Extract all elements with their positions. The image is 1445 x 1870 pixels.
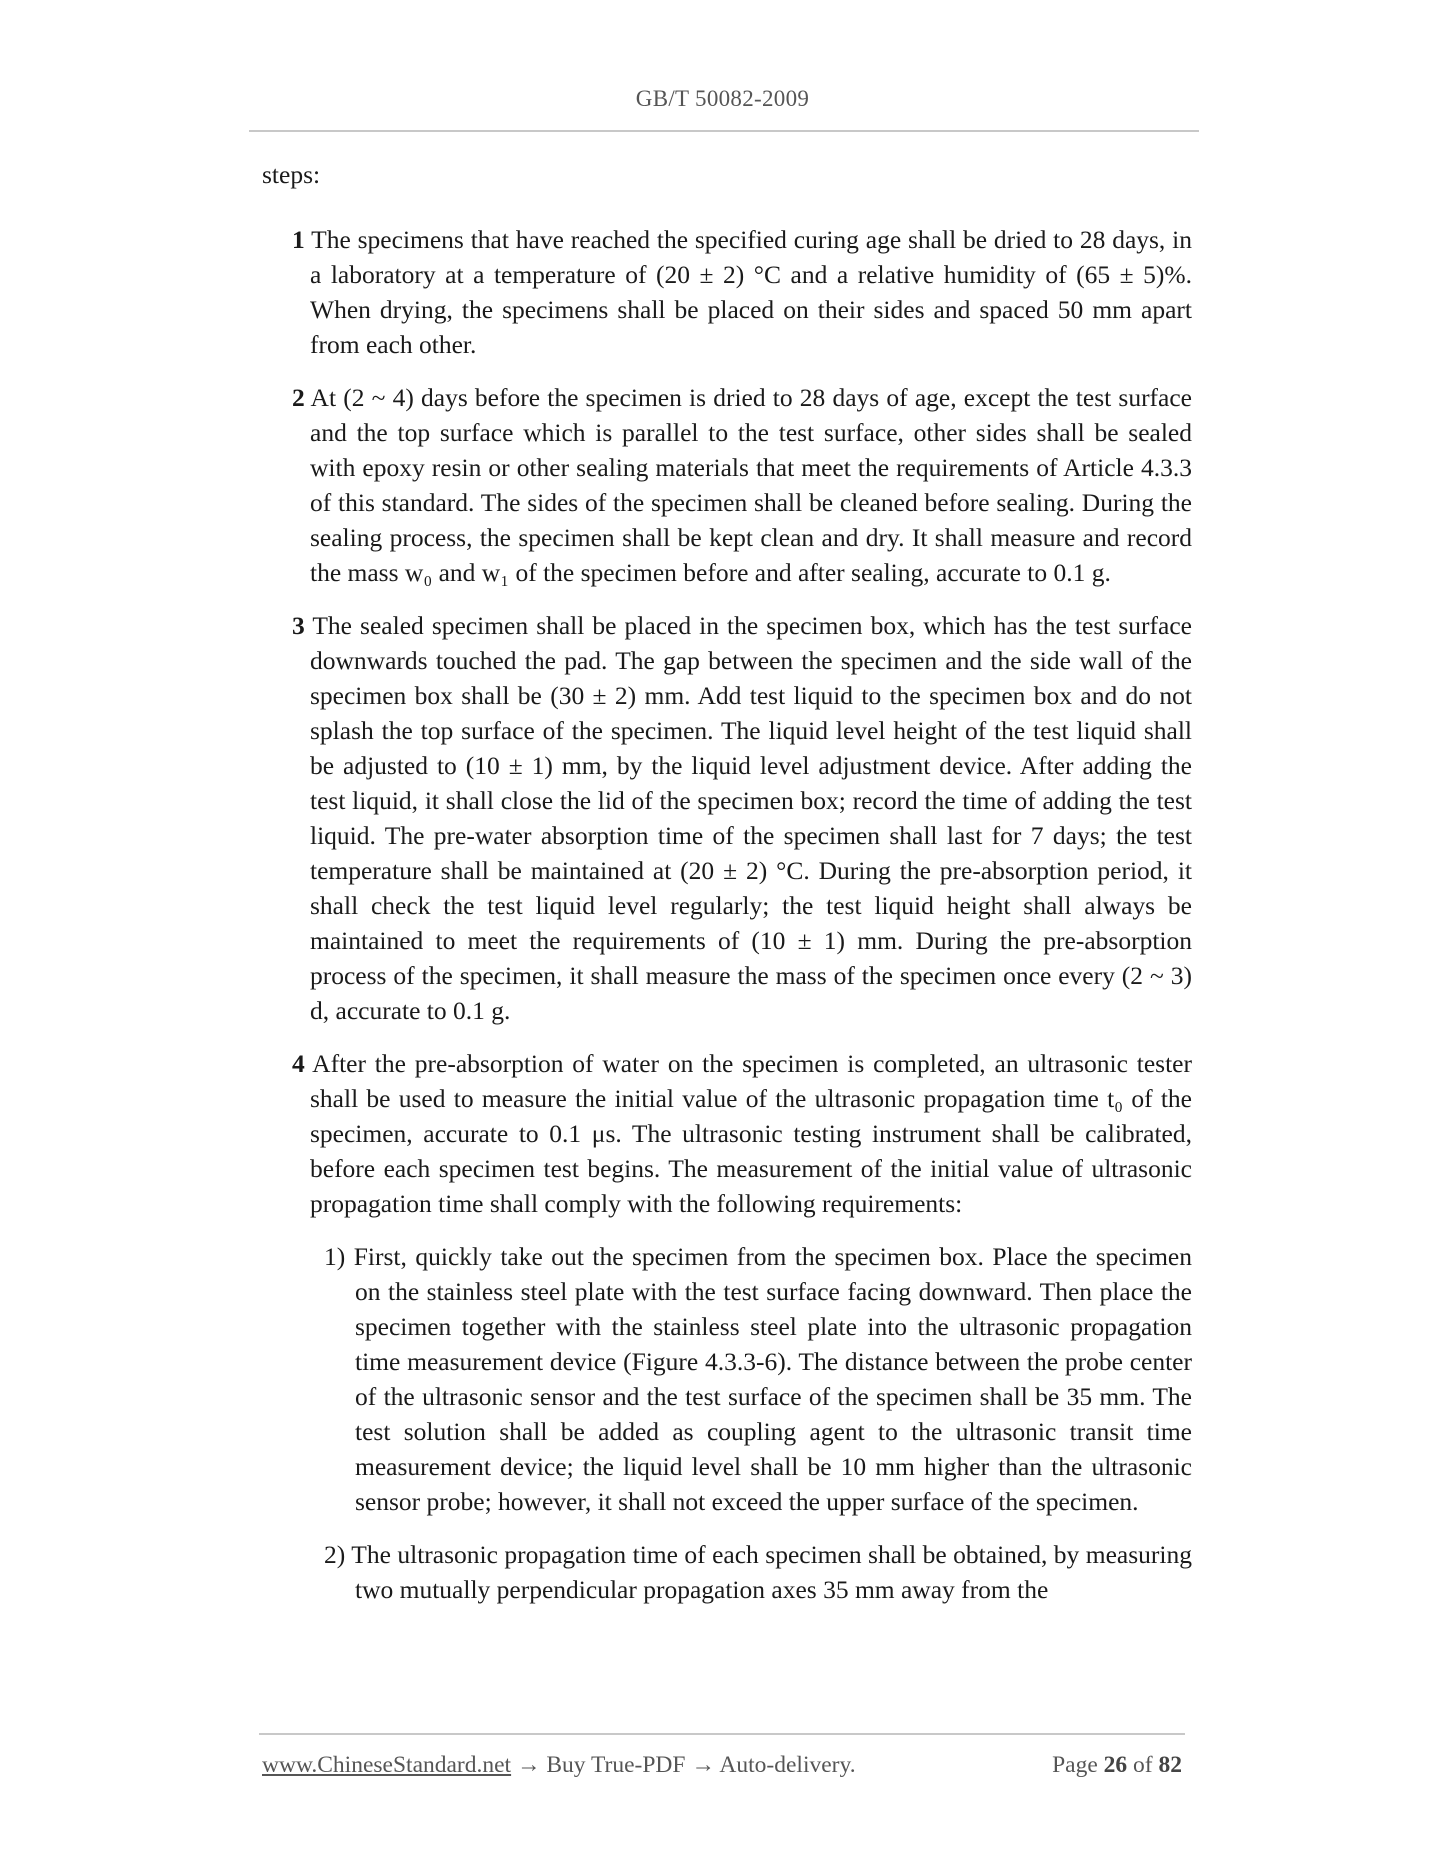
arrow-right-icon: →	[691, 1752, 715, 1778]
item-number: 3	[292, 611, 305, 640]
list-item	[292, 1046, 1192, 1221]
footer-divider	[259, 1733, 1185, 1735]
list-item	[292, 608, 1192, 1028]
subitem-number: 1)	[324, 1242, 346, 1271]
page-number: 26	[1103, 1752, 1128, 1778]
of-label: of	[1133, 1752, 1153, 1778]
page-counter	[1052, 1752, 1182, 1779]
page-label: Page	[1052, 1752, 1098, 1778]
header-divider	[249, 130, 1199, 132]
item-text: After the pre-absorption of water on the specimen is completed, an ultrasonic tester shall be used to measure the initial value of the ultrasonic propagation time t₀ of the specimen, accurate to 0.1 μs. The ultrasonic testing instrument shall be calibrated, before each specimen test begins. The measurement of the initial value of ultrasonic propagation time shall comply with the following requirements:	[310, 1049, 1192, 1218]
list-item	[292, 380, 1192, 590]
document-body	[262, 157, 1192, 1625]
buy-pdf-text: Buy True-PDF	[546, 1752, 686, 1778]
subitem-text: First, quickly take out the specimen from the specimen box. Place the specimen on the stainless steel plate with the test surface facing downward. Then place the specimen together with the stainless steel plate into the ultrasonic propagation time measurement device (Figure 4.3.3-6). The distance between the probe center of the ultrasonic sensor and the test surface of the specimen shall be 35 mm. The test solution shall be added as coupling agent to the ultrasonic transit time measurement device; the liquid level shall be 10 mm higher than the ultrasonic sensor probe; however, it shall not exceed the upper surface of the specimen.	[353, 1242, 1192, 1516]
sub-list-item	[324, 1537, 1192, 1607]
item-number: 1	[292, 225, 305, 254]
subitem-number: 2)	[324, 1540, 346, 1569]
subitem-text: The ultrasonic propagation time of each specimen shall be obtained, by measuring two mutually perpendicular propagation axes 35 mm away from the	[351, 1540, 1192, 1604]
sub-list-item	[324, 1239, 1192, 1519]
intro-text: steps:	[262, 160, 321, 189]
item-text: The specimens that have reached the specified curing age shall be dried to 28 days, in a laboratory at a temperature of (20 ± 2) °C and a relative humidity of (65 ± 5)%. When drying, the specimens shall be placed on their sides and spaced 50 mm apart from each other.	[310, 225, 1192, 359]
item-text: The sealed specimen shall be placed in the specimen box, which has the test surface downwards touched the pad. The gap between the specimen and the side wall of the specimen box shall be (30 ± 2) mm. Add test liquid to the specimen box and do not splash the top surface of the specimen. The liquid level height of the test liquid shall be adjusted to (10 ± 1) mm, by the liquid level adjustment device. After adding the test liquid, it shall close the lid of the specimen box; record the time of adding the test liquid. The pre-water absorption time of the specimen shall last for 7 days; the test temperature shall be maintained at (20 ± 2) °C. During the pre-absorption period, it shall check the test liquid level regularly; the test liquid height shall always be maintained to meet the requirements of (10 ± 1) mm. During the pre-absorption process of the specimen, it shall measure the mass of the specimen once every (2 ~ 3) d, accurate to 0.1 g.	[310, 611, 1192, 1025]
auto-delivery-text: Auto-delivery.	[719, 1752, 856, 1778]
item-number: 2	[292, 383, 305, 412]
site-link[interactable]: www.ChineseStandard.net	[262, 1752, 512, 1778]
page-total: 82	[1158, 1752, 1182, 1778]
page-header: GB/T 50082-2009	[635, 86, 810, 111]
item-text: At (2 ~ 4) days before the specimen is dried to 28 days of age, except the test surface and the top surface which is parallel to the test surface, other sides shall be sealed with epoxy resin or other sealing materials that meet the requirements of Article 4.3.3 of this standard. The sides of the specimen shall be cleaned before sealing. During the sealing process, the specimen shall be kept clean and dry. It shall measure and record the mass w₀ and w₁ of the specimen before and after sealing, accurate to 0.1 g.	[310, 383, 1193, 587]
item-number: 4	[292, 1049, 305, 1078]
arrow-right-icon: →	[516, 1752, 541, 1778]
list-item	[292, 222, 1192, 362]
footer-links	[262, 1752, 856, 1779]
